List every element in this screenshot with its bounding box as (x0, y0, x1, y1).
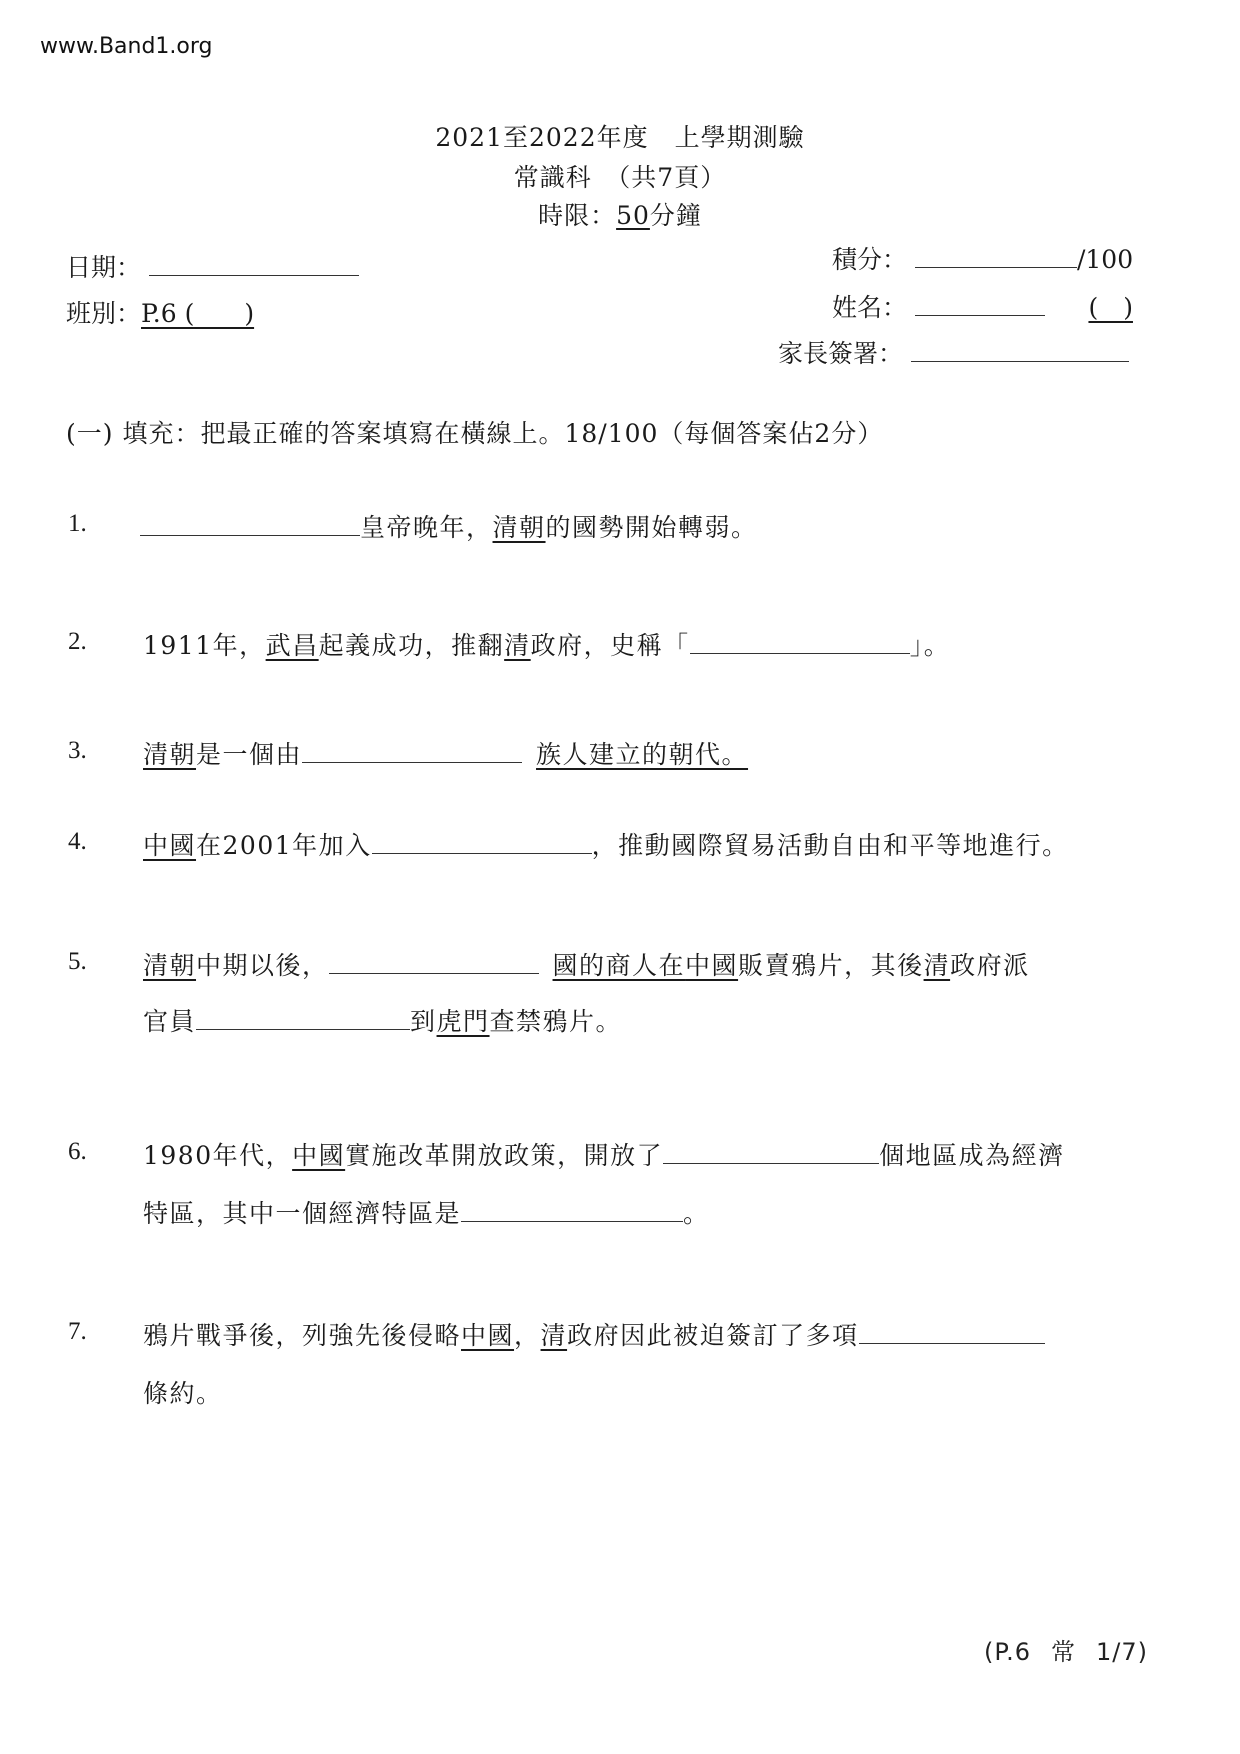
q1-text (140, 508, 758, 544)
q3-part: 是一個由 (196, 740, 303, 769)
q2-term: 清 (504, 631, 531, 660)
q2-part: 」。 (909, 631, 951, 660)
q5-part: 政府派 (950, 951, 1030, 980)
time-limit (0, 196, 1240, 232)
footer-subject: 常 (1051, 1638, 1076, 1666)
parent-signature-blank[interactable] (911, 339, 1129, 362)
q1-blank-1[interactable] (140, 515, 360, 536)
q4-part: 在2001年加入 (196, 831, 372, 860)
q4-blank-1[interactable] (372, 833, 592, 854)
q7-part: ， (514, 1321, 541, 1350)
q3-term: 清朝 (143, 740, 197, 769)
q4-text (143, 826, 1069, 862)
q2-term: 武昌 (265, 631, 319, 660)
subject-line: 常識科 （共7頁） (513, 163, 727, 192)
footer-page: 1/7) (1096, 1638, 1148, 1666)
class-label: 班別： (66, 299, 142, 328)
q7-part: 鴉片戰爭後，列強先後侵略 (143, 1321, 462, 1350)
parent-signature-label: 家長簽署： (778, 339, 904, 368)
q2-part: 1911年， (143, 631, 266, 660)
q7-term: 中國 (461, 1321, 515, 1350)
date-field (66, 248, 359, 284)
q7-part: 政府因此被迫簽訂了多項 (567, 1321, 859, 1350)
q5-text-line-2 (143, 1002, 622, 1038)
q5-part: 到 (410, 1007, 437, 1036)
q5-term: 中國 (685, 951, 739, 980)
q5-blank-2[interactable] (196, 1009, 410, 1030)
q2-text (143, 626, 950, 662)
q4-term: 中國 (143, 831, 197, 860)
exam-title: 2021至2022年度 上學期測驗 (435, 123, 805, 152)
q2-part: 起義成功，推翻 (318, 631, 505, 660)
name-label: 姓名： (832, 293, 908, 322)
q6-text-line-2 (143, 1194, 710, 1230)
score-total: /100 (1076, 245, 1134, 274)
score-blank[interactable] (915, 245, 1077, 268)
q2-number: 2. (68, 628, 87, 655)
score-label: 積分： (832, 245, 908, 274)
q4-part: ，推動國際貿易活動自由和平等地進行。 (591, 831, 1069, 860)
q7-term: 清 (540, 1321, 568, 1350)
q3-number: 3. (68, 737, 87, 764)
q5-number: 5. (68, 948, 87, 975)
q3-part: 族人建立的朝代。 (536, 740, 749, 769)
q6-part: 1980年代， (143, 1141, 293, 1170)
q5-part: 中期以後， (196, 951, 329, 980)
q6-number: 6. (68, 1138, 87, 1165)
q5-term: 虎門 (436, 1007, 490, 1036)
q7-number: 7. (68, 1318, 87, 1345)
footer-grade: (P.6 (984, 1638, 1031, 1666)
q1-number: 1. (68, 510, 87, 537)
q5-blank-1[interactable] (329, 953, 539, 974)
q7-text-line-2: 條約。 (143, 1379, 223, 1408)
section-1-heading: (一) 填充：把最正確的答案填寫在橫線上。18/100（每個答案佔2分） (66, 419, 884, 448)
name-class-number[interactable]: ( ) (1088, 293, 1133, 322)
q3-text (143, 735, 748, 771)
class-field (66, 294, 351, 330)
time-value: 50 (616, 201, 650, 230)
q6-part: 。 (683, 1199, 710, 1228)
q5-part: 查禁鴉片。 (489, 1007, 623, 1036)
class-value[interactable]: P.6 ( ) (141, 299, 255, 328)
q5-text-line-1 (143, 946, 1030, 982)
q6-term: 中國 (292, 1141, 346, 1170)
q6-blank-1[interactable] (663, 1143, 879, 1164)
date-label: 日期： (66, 253, 142, 282)
q5-part: 販賣鴉片，其後 (738, 951, 924, 980)
q5-part: 官員 (143, 1007, 197, 1036)
q2-blank-1[interactable] (690, 633, 910, 654)
q6-part: 特區，其中一個經濟特區是 (143, 1199, 462, 1228)
q6-blank-2[interactable] (461, 1201, 683, 1222)
parent-signature-field (778, 334, 1129, 370)
q6-part: 實施改革開放政策，開放了 (345, 1141, 664, 1170)
q6-part: 個地區成為經濟 (879, 1141, 1065, 1170)
q4-number: 4. (68, 828, 87, 855)
q1-part: 皇帝晚年， (360, 513, 493, 542)
q1-part: 的國勢開始轉弱。 (545, 513, 758, 542)
name-blank[interactable] (915, 293, 1045, 316)
q5-term: 清朝 (143, 951, 197, 980)
name-field (832, 288, 1133, 324)
time-unit: 分鐘 (649, 201, 702, 230)
q2-part: 政府，史稱「 (530, 631, 690, 660)
q7-text-line-1 (143, 1316, 1045, 1352)
page-footer (984, 1632, 1168, 1667)
q5-part: 國的商人在 (552, 951, 686, 980)
q1-term: 清朝 (492, 513, 546, 542)
q7-blank-1[interactable] (859, 1323, 1045, 1344)
watermark: www.Band1.org (40, 34, 213, 59)
date-blank[interactable] (149, 253, 359, 276)
time-label: 時限： (538, 201, 617, 230)
q6-text-line-1 (143, 1136, 1065, 1172)
q3-blank-1[interactable] (302, 742, 522, 763)
score-field (832, 240, 1133, 276)
q5-term: 清 (923, 951, 951, 980)
